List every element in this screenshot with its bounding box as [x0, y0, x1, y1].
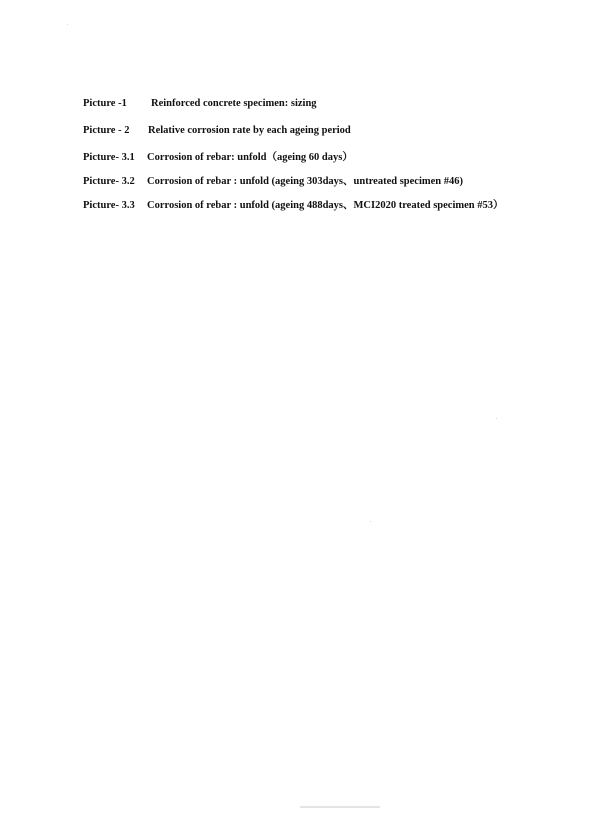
- picture-label: Picture- 3.2: [83, 176, 135, 187]
- picture-label: Picture - 2: [83, 125, 130, 136]
- scan-speck: [370, 521, 371, 522]
- picture-caption: Reinforced concrete specimen: sizing: [151, 98, 317, 109]
- picture-caption: Corrosion of rebar : unfold (ageing 488days、MCI2020 treated specimen #53）: [147, 200, 504, 211]
- picture-caption: Corrosion of rebar : unfold (ageing 303days、untreated specimen #46): [147, 176, 463, 187]
- scan-speck: [496, 418, 497, 419]
- picture-label: Picture- 3.3: [83, 200, 135, 211]
- list-item: [83, 96, 603, 112]
- list-of-pictures: [83, 96, 603, 211]
- list-item: [83, 174, 603, 190]
- list-item: [83, 150, 603, 166]
- picture-label: Picture- 3.1: [83, 152, 135, 163]
- picture-caption: Corrosion of rebar: unfold（ageing 60 days）: [147, 152, 353, 163]
- scan-speck: [67, 24, 68, 25]
- list-item: [83, 123, 603, 139]
- scan-smudge: [300, 806, 380, 808]
- picture-label: Picture -1: [83, 98, 127, 109]
- list-item: [83, 198, 603, 214]
- picture-caption: Relative corrosion rate by each ageing period: [148, 125, 351, 136]
